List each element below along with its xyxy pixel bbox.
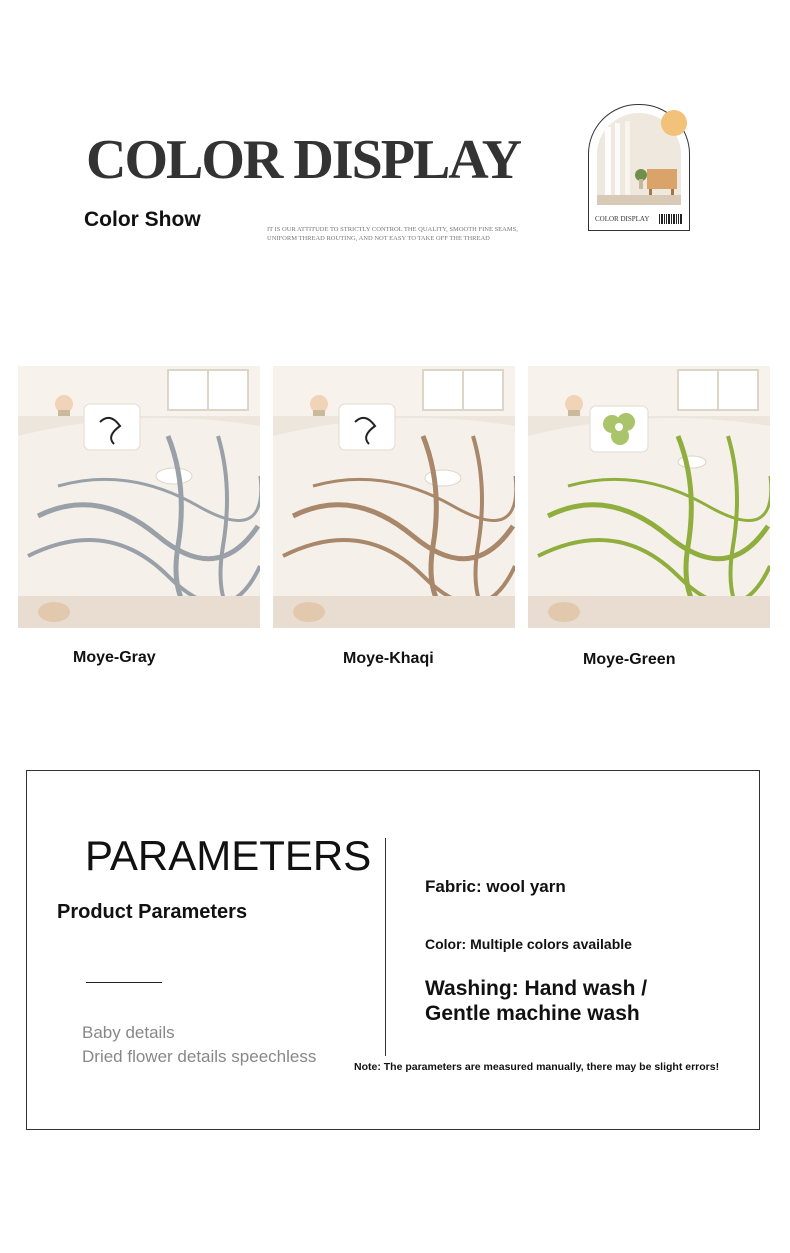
sofa-cover-gray-icon — [18, 366, 260, 628]
param-washing: Washing: Hand wash / Gentle machine wash — [425, 977, 648, 1025]
detail-note: Dried flower details speechless — [82, 1047, 317, 1066]
swatch-image-gray[interactable] — [18, 366, 260, 628]
sofa-cover-green-icon — [528, 366, 770, 628]
barcode-icon — [659, 214, 683, 224]
sun-circle-icon — [661, 110, 687, 136]
param-fabric: Fabric: wool yarn — [425, 877, 566, 896]
quality-tagline: IT IS OUR ATTITUDE TO STRICTLY CONTROL THE QUALITY, SMOOTH FINE SEAMS, UNIFORM THREAD ROUTING, AND NOT EASY TO TAKE OFF THE THREAD — [267, 226, 518, 242]
sofa-cover-khaqi-icon — [273, 366, 515, 628]
detail-note: Baby details — [82, 1023, 175, 1042]
divider-short — [86, 982, 162, 983]
param-disclaimer: Note: The parameters are measured manually, there may be slight errors! — [354, 1061, 720, 1073]
parameters-panel — [26, 770, 760, 1130]
section-subtitle: Color Show — [84, 208, 201, 231]
page-title: COLOR DISPLAY — [86, 129, 521, 191]
color-display-badge — [588, 104, 690, 231]
color-label-green: Moye-Green — [583, 651, 676, 668]
parameters-title: PARAMETERS — [85, 832, 372, 879]
swatch-image-green[interactable] — [528, 366, 770, 628]
badge-label: COLOR DISPLAY — [595, 215, 650, 223]
swatch-image-khaqi[interactable] — [273, 366, 515, 628]
param-color: Color: Multiple colors available — [425, 936, 632, 952]
divider-vertical — [385, 838, 386, 1056]
color-label-gray: Moye-Gray — [73, 649, 156, 666]
parameters-subtitle: Product Parameters — [57, 901, 248, 923]
color-label-khaqi: Moye-Khaqi — [343, 650, 434, 667]
